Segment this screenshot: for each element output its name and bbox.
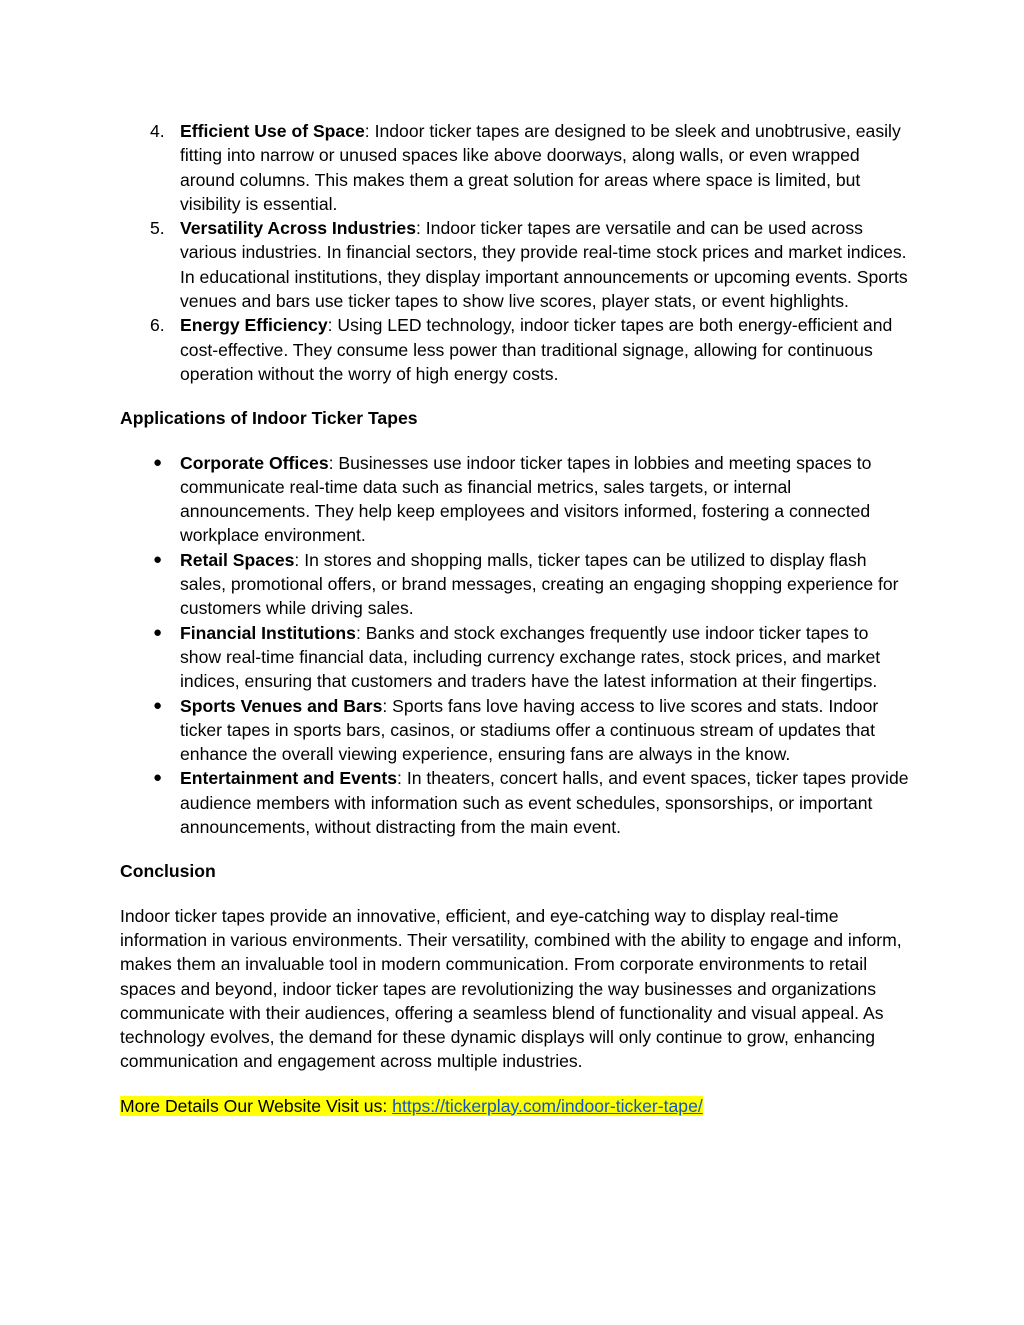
list-item-text: : In theaters, concert halls, and event spaces, ticker tapes provide audience members with information such as event schedules, sponsorships, or important announcements, without distracting from the main event.	[180, 768, 909, 838]
list-item-text: : Sports fans love having access to live scores and stats. Indoor ticker tapes in sports bars, casinos, or stadiums offer a continuous stream of updates that enhance the overall viewing experience, ensuring fans are always in the know.	[180, 695, 879, 765]
list-item-text: : Businesses use indoor ticker tapes in lobbies and meeting spaces to communicate real-time data such as financial metrics, sales targets, or internal announcements. They help keep employees and visitors informed, fostering a connected workplace environment.	[180, 452, 872, 546]
website-link-highlight	[392, 1096, 703, 1116]
list-item	[120, 694, 910, 767]
list-item-title: Financial Institutions	[180, 622, 356, 643]
bullet-icon: ●	[153, 769, 163, 787]
list-item	[120, 548, 910, 621]
list-item	[120, 216, 910, 313]
list-item	[120, 451, 910, 548]
list-item-title: Energy Efficiency	[180, 315, 328, 336]
conclusion-paragraph: Indoor ticker tapes provide an innovative, efficient, and eye-catching way to display real-time information in various environments. Their versatility, combined with the ability to engage and inform, makes them an invaluable tool in modern communication. From corporate environments to retail spaces and beyond, indoor ticker tapes are revolutionizing the way businesses and organizations communicate with their audiences, offering a seamless blend of functionality and visual appeal. As technology evolves, the demand for these dynamic displays will only continue to grow, enhancing communication and engagement across multiple industries.	[120, 905, 902, 1072]
conclusion-heading: Conclusion	[120, 861, 216, 882]
list-number: 5.	[150, 218, 165, 239]
document-body	[120, 119, 910, 1118]
website-link[interactable]: https://tickerplay.com/indoor-ticker-tape/	[392, 1095, 703, 1116]
applications-bullet-list	[120, 451, 910, 840]
list-item-title: Versatility Across Industries	[180, 218, 416, 239]
list-item-title: Entertainment and Events	[180, 768, 398, 789]
applications-heading: Applications of Indoor Ticker Tapes	[120, 408, 418, 429]
list-item	[120, 119, 910, 216]
bullet-icon: ●	[153, 453, 163, 471]
website-label: More Details Our Website Visit us:	[120, 1095, 393, 1116]
list-item-text: : Indoor ticker tapes are versatile and can be used across various industries. In financial sectors, they provide real-time stock prices and market indices. In educational institutions, they display important announcements or upcoming events. Sports venues and bars use ticker tapes to show live scores, player stats, or event highlights.	[180, 218, 908, 312]
bullet-icon: ●	[153, 623, 163, 641]
list-item-title: Efficient Use of Space	[180, 121, 365, 141]
list-item-text: : Using LED technology, indoor ticker tapes are both energy-efficient and cost-effective. They consume less power than traditional signage, allowing for continuous operation without the worry of high energy costs.	[180, 315, 893, 384]
list-item-title: Sports Venues and Bars	[180, 695, 383, 716]
list-item	[120, 313, 910, 386]
list-item-title: Corporate Offices	[180, 452, 329, 473]
list-item-text: : Banks and stock exchanges frequently use indoor ticker tapes to show real-time financial data, including currency exchange rates, stock prices, and market indices, ensuring that customers and traders have the latest information at their fingertips.	[180, 622, 881, 692]
list-item	[120, 766, 910, 839]
bullet-icon: ●	[153, 550, 163, 568]
bullet-icon: ●	[153, 696, 163, 714]
list-number: 4.	[150, 121, 165, 141]
list-item-title: Retail Spaces	[180, 549, 295, 570]
benefits-numbered-list	[120, 119, 910, 386]
list-item	[120, 621, 910, 694]
website-callout	[120, 1094, 910, 1118]
list-number: 6.	[150, 315, 165, 336]
list-item-text: : In stores and shopping malls, ticker tapes can be utilized to display flash sales, promotional offers, or brand messages, creating an engaging shopping experience for customers while driving sales.	[180, 549, 899, 619]
list-item-text: : Indoor ticker tapes are designed to be sleek and unobtrusive, easily fitting into narrow or unused spaces like above doorways, along walls, or even wrapped around columns. This makes them a great solution for areas where space is limited, but visibility is essential.	[180, 121, 901, 214]
